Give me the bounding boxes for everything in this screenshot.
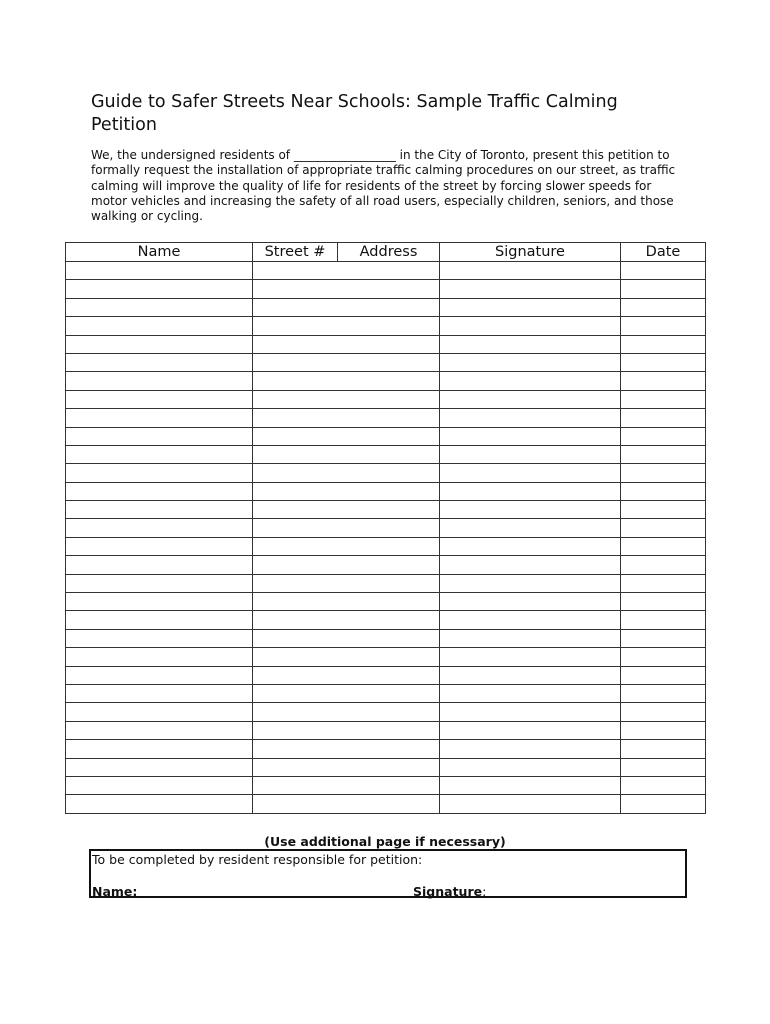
cell-street-address[interactable] [253, 574, 440, 592]
cell-name[interactable] [66, 574, 253, 592]
table-row [66, 703, 706, 721]
cell-signature[interactable] [440, 574, 621, 592]
table-row [66, 556, 706, 574]
responsible-resident-box [89, 849, 687, 898]
table-row [66, 445, 706, 463]
cell-street-address[interactable] [253, 740, 440, 758]
cell-name[interactable] [66, 648, 253, 666]
cell-signature[interactable] [440, 390, 621, 408]
cell-signature[interactable] [440, 740, 621, 758]
cell-name[interactable] [66, 519, 253, 537]
cell-street-address[interactable] [253, 537, 440, 555]
cell-street-address[interactable] [253, 372, 440, 390]
cell-signature[interactable] [440, 758, 621, 776]
cell-date[interactable] [621, 740, 706, 758]
table-row [66, 298, 706, 316]
table-row [66, 740, 706, 758]
cell-name[interactable] [66, 684, 253, 702]
cell-name[interactable] [66, 776, 253, 794]
cell-signature[interactable] [440, 445, 621, 463]
cell-street-address[interactable] [253, 390, 440, 408]
petition-table [65, 242, 706, 814]
cell-street-address[interactable] [253, 335, 440, 353]
cell-date[interactable] [621, 648, 706, 666]
cell-name[interactable] [66, 427, 253, 445]
cell-street-address[interactable] [253, 519, 440, 537]
cell-signature[interactable] [440, 280, 621, 298]
table-row [66, 482, 706, 500]
table-row [66, 501, 706, 519]
cell-date[interactable] [621, 409, 706, 427]
header-date: Date [621, 243, 706, 262]
cell-name[interactable] [66, 298, 253, 316]
cell-signature[interactable] [440, 262, 621, 280]
cell-date[interactable] [621, 298, 706, 316]
table-row [66, 629, 706, 647]
cell-name[interactable] [66, 262, 253, 280]
cell-signature[interactable] [440, 629, 621, 647]
cell-signature[interactable] [440, 427, 621, 445]
table-row [66, 593, 706, 611]
header-name: Name [66, 243, 253, 262]
cell-signature[interactable] [440, 519, 621, 537]
cell-name[interactable] [66, 556, 253, 574]
cell-date[interactable] [621, 684, 706, 702]
cell-date[interactable] [621, 611, 706, 629]
table-row [66, 353, 706, 371]
cell-date[interactable] [621, 445, 706, 463]
cell-name[interactable] [66, 611, 253, 629]
cell-street-address[interactable] [253, 703, 440, 721]
cell-date[interactable] [621, 372, 706, 390]
cell-date[interactable] [621, 629, 706, 647]
table-row [66, 574, 706, 592]
cell-name[interactable] [66, 629, 253, 647]
additional-page-note: (Use additional page if necessary) [264, 834, 506, 849]
cell-street-address[interactable] [253, 776, 440, 794]
cell-signature[interactable] [440, 648, 621, 666]
table-row [66, 776, 706, 794]
cell-name[interactable] [66, 280, 253, 298]
cell-signature[interactable] [440, 721, 621, 739]
cell-signature[interactable] [440, 556, 621, 574]
cell-date[interactable] [621, 795, 706, 813]
cell-street-address[interactable] [253, 721, 440, 739]
signature-label-text: Signature [413, 884, 483, 899]
cell-street-address[interactable] [253, 445, 440, 463]
cell-name[interactable] [66, 482, 253, 500]
table-row [66, 758, 706, 776]
cell-date[interactable] [621, 335, 706, 353]
cell-date[interactable] [621, 556, 706, 574]
cell-signature[interactable] [440, 703, 621, 721]
cell-street-address[interactable] [253, 298, 440, 316]
cell-date[interactable] [621, 593, 706, 611]
cell-signature[interactable] [440, 317, 621, 335]
cell-date[interactable] [621, 464, 706, 482]
cell-signature[interactable] [440, 684, 621, 702]
table-row [66, 262, 706, 280]
cell-name[interactable] [66, 703, 253, 721]
cell-signature[interactable] [440, 593, 621, 611]
cell-date[interactable] [621, 537, 706, 555]
document-title: Guide to Safer Streets Near Schools: Sample Traffic Calming Petition [91, 92, 618, 135]
cell-name[interactable] [66, 721, 253, 739]
cell-street-address[interactable] [253, 648, 440, 666]
table-row [66, 666, 706, 684]
cell-street-address[interactable] [253, 593, 440, 611]
table-row [66, 795, 706, 813]
cell-street-address[interactable] [253, 758, 440, 776]
table-row [66, 648, 706, 666]
cell-name[interactable] [66, 409, 253, 427]
cell-name[interactable] [66, 740, 253, 758]
cell-signature[interactable] [440, 537, 621, 555]
table-row [66, 721, 706, 739]
cell-signature[interactable] [440, 298, 621, 316]
table-row [66, 372, 706, 390]
table-row [66, 409, 706, 427]
cell-signature[interactable] [440, 795, 621, 813]
header-street-number: Street # [253, 243, 338, 262]
table-body [66, 262, 706, 814]
cell-date[interactable] [621, 390, 706, 408]
table-row [66, 519, 706, 537]
cell-street-address[interactable] [253, 464, 440, 482]
cell-street-address[interactable] [253, 501, 440, 519]
cell-date[interactable] [621, 427, 706, 445]
cell-street-address[interactable] [253, 427, 440, 445]
header-address: Address [338, 243, 440, 262]
cell-street-address[interactable] [253, 611, 440, 629]
cell-name[interactable] [66, 317, 253, 335]
cell-name[interactable] [66, 353, 253, 371]
table-row [66, 427, 706, 445]
cell-name[interactable] [66, 445, 253, 463]
cell-street-address[interactable] [253, 409, 440, 427]
table-row [66, 684, 706, 702]
cell-signature[interactable] [440, 353, 621, 371]
cell-name[interactable] [66, 758, 253, 776]
cell-name[interactable] [66, 390, 253, 408]
cell-date[interactable] [621, 721, 706, 739]
cell-street-address[interactable] [253, 262, 440, 280]
cell-name[interactable] [66, 593, 253, 611]
table-row [66, 464, 706, 482]
cell-date[interactable] [621, 574, 706, 592]
cell-signature[interactable] [440, 776, 621, 794]
cell-signature[interactable] [440, 482, 621, 500]
cell-signature[interactable] [440, 666, 621, 684]
cell-date[interactable] [621, 353, 706, 371]
cell-signature[interactable] [440, 464, 621, 482]
table-row [66, 280, 706, 298]
cell-signature[interactable] [440, 335, 621, 353]
cell-date[interactable] [621, 317, 706, 335]
header-signature: Signature [440, 243, 621, 262]
cell-date[interactable] [621, 703, 706, 721]
cell-date[interactable] [621, 501, 706, 519]
cell-date[interactable] [621, 776, 706, 794]
cell-street-address[interactable] [253, 684, 440, 702]
table-row [66, 335, 706, 353]
responsible-instruction: To be completed by resident responsible for petition: [92, 852, 423, 867]
signature-label-colon: : [482, 884, 487, 899]
cell-date[interactable] [621, 666, 706, 684]
cell-signature[interactable] [440, 409, 621, 427]
cell-street-address[interactable] [253, 556, 440, 574]
cell-signature[interactable] [440, 611, 621, 629]
table-row [66, 390, 706, 408]
cell-name[interactable] [66, 464, 253, 482]
table-row [66, 537, 706, 555]
cell-name[interactable] [66, 795, 253, 813]
cell-date[interactable] [621, 519, 706, 537]
cell-date[interactable] [621, 758, 706, 776]
table-row [66, 317, 706, 335]
cell-street-address[interactable] [253, 353, 440, 371]
table-row [66, 611, 706, 629]
cell-date[interactable] [621, 280, 706, 298]
table-header-row [66, 243, 706, 262]
signature-label [413, 884, 486, 899]
cell-street-address[interactable] [253, 666, 440, 684]
cell-street-address[interactable] [253, 280, 440, 298]
cell-street-address[interactable] [253, 317, 440, 335]
cell-name[interactable] [66, 666, 253, 684]
cell-street-address[interactable] [253, 795, 440, 813]
name-label: Name: [92, 884, 138, 899]
cell-name[interactable] [66, 335, 253, 353]
cell-name[interactable] [66, 501, 253, 519]
cell-name[interactable] [66, 372, 253, 390]
cell-signature[interactable] [440, 372, 621, 390]
cell-signature[interactable] [440, 501, 621, 519]
petition-intro: We, the undersigned residents of _________________ in the City of Toronto, present this petition to formally request the installation of appropriate traffic calming procedures on our street, as traffic calming will improve the quality of life for residents of the street by forcing slower speeds for motor vehicles and increasing the safety of all road users, especially children, seniors, and those walking or cycling. [91, 148, 676, 224]
cell-street-address[interactable] [253, 482, 440, 500]
cell-date[interactable] [621, 482, 706, 500]
cell-street-address[interactable] [253, 629, 440, 647]
cell-name[interactable] [66, 537, 253, 555]
cell-date[interactable] [621, 262, 706, 280]
